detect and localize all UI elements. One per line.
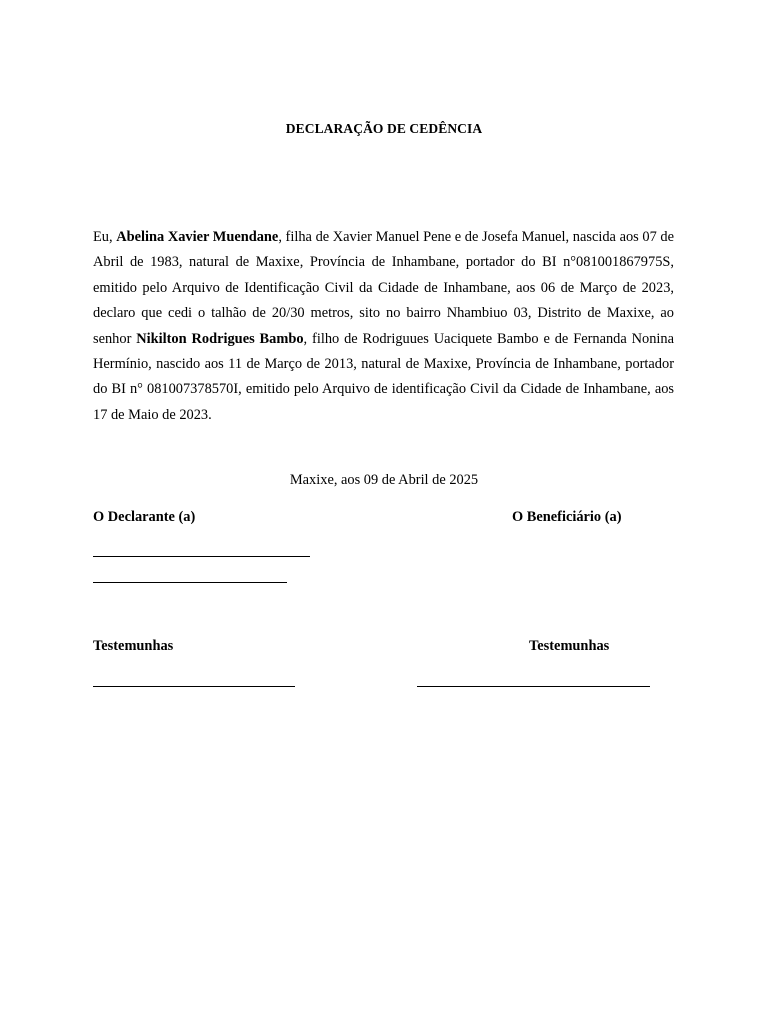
beneficiary-label: O Beneficiário (a) [512,509,622,525]
beneficiary-name: Nikilton Rodrigues Bambo [136,330,304,347]
body-middle: , filha de Xavier Manuel Pene e de Josefa Manuel, nascida aos 07 de Abril de 1983, natural de Maxixe, Província de Inhambane, portador do BI n°081001867975S, emitido pelo Arquivo de Identificação Civil da Cidade de Inhambane, aos 06 de Março de 2023, declaro que cedi o talhão de 20/30 metros, sito no bairro Nhambiuo 03, Distrito de Maxixe, ao senhor [93,229,674,347]
declaration-body [93,225,674,428]
body-intro: Eu, [93,229,117,245]
place-date: Maxixe, aos 09 de Abril de 2025 [289,472,479,488]
declarant-name: Abelina Xavier Muendane [116,229,279,245]
witness-left-signature-line [93,686,295,687]
witnesses-left-label: Testemunhas [93,638,174,654]
body-end: , filho de Rodriguues Uaciquete Bambo e de Fernanda Nonina Hermínio, nascido aos 11 de Março de 2013, natural de Maxixe, Província de Inhambane, portador do BI n° 081007378570I, emitido pelo Arquivo de identificação Civil da Cidade de Inhambane, aos 17 de Maio de 2023. [93,330,674,423]
document-title: DECLARAÇÃO DE CEDÊNCIA [285,121,483,136]
witness-right-signature-line [417,686,650,687]
declarant-signature-line [93,556,310,557]
beneficiary-signature-line [93,582,287,583]
witnesses-right-label: Testemunhas [529,638,610,654]
declarant-label: O Declarante (a) [93,509,196,525]
